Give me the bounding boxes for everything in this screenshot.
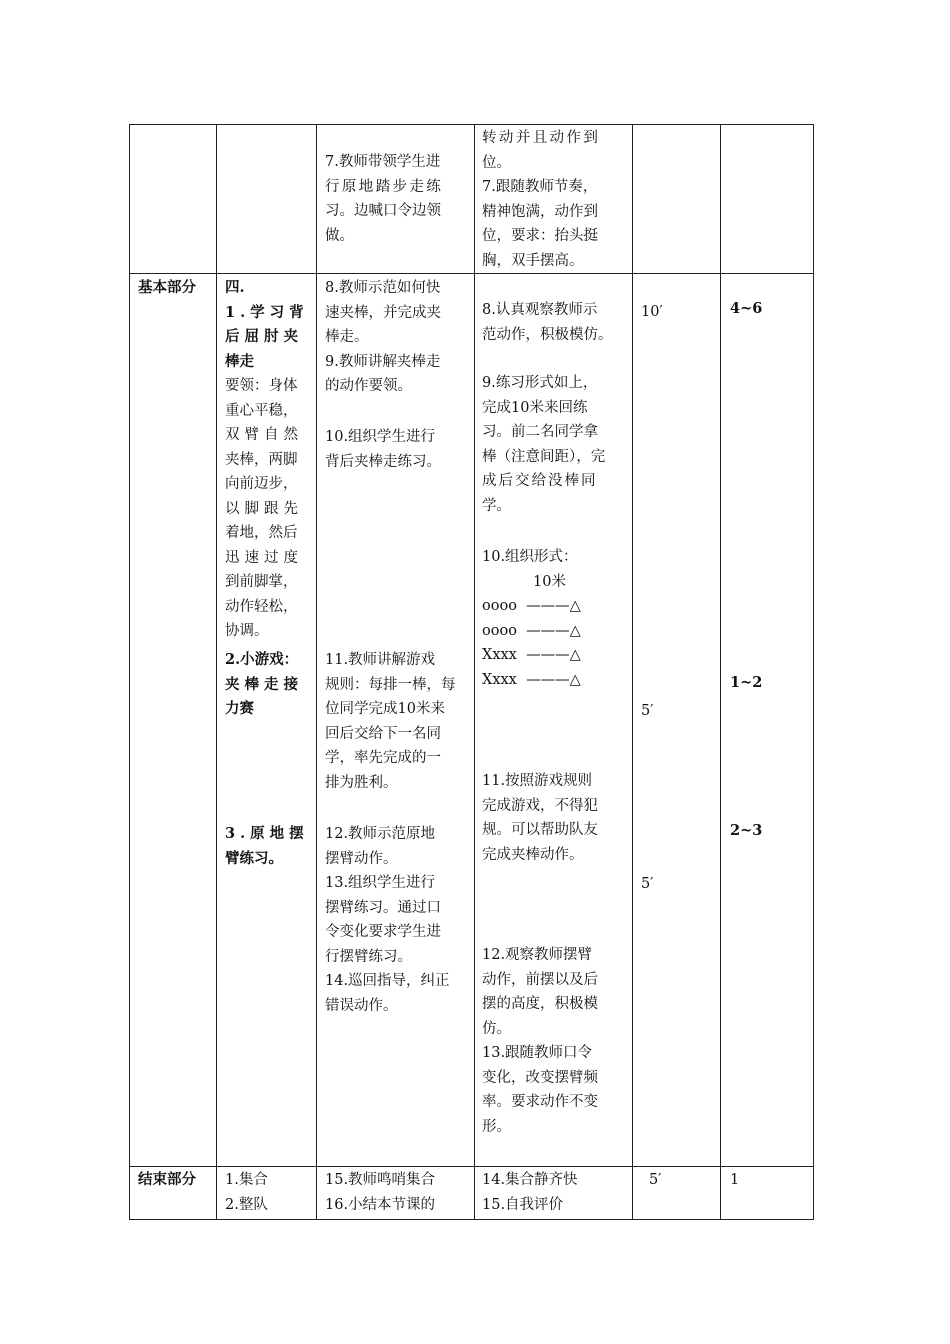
student-text-line: 形。 bbox=[482, 1118, 511, 1135]
end-time-value: 5′ bbox=[649, 1172, 662, 1188]
item1-title-line: 后屈肘夹 bbox=[225, 328, 303, 345]
student-text-line: 变化，改变摆臂频 bbox=[482, 1069, 598, 1086]
student-text-line: 完成10米来回练 bbox=[482, 399, 588, 416]
teacher-text-line: 规则：每排一棒，每 bbox=[325, 676, 456, 693]
time-value: 5′ bbox=[641, 703, 654, 719]
table-top-border bbox=[129, 124, 814, 125]
teacher-text-line: 行摆臂练习。 bbox=[325, 948, 412, 965]
student-text-line: 摆的高度，积极模 bbox=[482, 996, 598, 1012]
end-student-line: 15.自我评价 bbox=[482, 1196, 564, 1213]
formation-row: oooo ———△ bbox=[482, 598, 581, 614]
teacher-text-line: 令变化要求学生进 bbox=[325, 924, 441, 940]
item1-body-line: 要领：身体 bbox=[225, 378, 298, 394]
count-value: 2~3 bbox=[730, 822, 763, 839]
teacher-text-line: 摆臂练习。通过口 bbox=[325, 899, 441, 916]
student-text-line: 规。可以帮助队友 bbox=[482, 822, 598, 838]
student-text-line: 范动作，积极模仿。 bbox=[482, 326, 613, 343]
time-value: 10′ bbox=[641, 304, 663, 320]
student-text-line: 12.观察教师摆臂 bbox=[482, 947, 593, 963]
time-value: 5′ bbox=[641, 876, 654, 892]
top-student-line: 转动并且动作到 bbox=[482, 130, 601, 146]
teacher-text-line: 速夹棒，并完成夹 bbox=[325, 304, 441, 321]
teacher-text-line: 11.教师讲解游戏 bbox=[325, 652, 436, 668]
teacher-text-line: 9.教师讲解夹棒走 bbox=[325, 353, 441, 370]
top-teacher-line: 行原地踏步走练 bbox=[325, 178, 444, 195]
table-left-border bbox=[129, 124, 130, 1220]
content-heading: 四. bbox=[225, 279, 245, 296]
teacher-text-line: 10.组织学生进行 bbox=[325, 429, 436, 445]
item1-body-line: 协调。 bbox=[225, 623, 269, 639]
formation-title: 10.组织形式： bbox=[482, 549, 578, 565]
row-divider-end bbox=[129, 1166, 814, 1167]
end-content-line: 1.集合 bbox=[225, 1172, 268, 1188]
column-divider-4 bbox=[632, 124, 633, 1220]
student-text-line: 13.跟随教师口令 bbox=[482, 1045, 593, 1061]
teacher-text-line: 13.组织学生进行 bbox=[325, 875, 436, 891]
student-text-line: 9.练习形式如上， bbox=[482, 375, 598, 391]
item1-body-line: 动作轻松， bbox=[225, 598, 298, 615]
top-student-line: 位。 bbox=[482, 154, 511, 171]
teacher-text-line: 14.巡回指导，纠正 bbox=[325, 973, 450, 989]
teacher-text-line: 错误动作。 bbox=[325, 997, 398, 1014]
row-divider-basic bbox=[129, 273, 814, 274]
formation-row: Xxxx ———△ bbox=[482, 671, 581, 688]
student-text-line: 完成游戏，不得犯 bbox=[482, 797, 598, 814]
formation-distance: 10米 bbox=[533, 573, 566, 590]
student-text-line: 仿。 bbox=[482, 1020, 511, 1037]
teacher-text-line: 回后交给下一名同 bbox=[325, 725, 441, 742]
item2-title-line: 力赛 bbox=[225, 700, 254, 717]
top-student-line: 胸，双手摆高。 bbox=[482, 252, 584, 269]
column-divider-1 bbox=[216, 124, 217, 1220]
teacher-text-line: 位同学完成10米来 bbox=[325, 701, 445, 717]
student-text-line: 8.认真观察教师示 bbox=[482, 302, 598, 318]
column-divider-5 bbox=[720, 124, 721, 1220]
item1-title-line: 1.学习背 bbox=[225, 303, 309, 321]
end-content-line: 2.整队 bbox=[225, 1196, 268, 1213]
teacher-text-line: 的动作要领。 bbox=[325, 378, 412, 394]
student-text-line: 学。 bbox=[482, 497, 511, 514]
item1-body-line: 以脚跟先 bbox=[225, 500, 303, 517]
section-label-basic: 基本部分 bbox=[138, 279, 196, 296]
student-text-line: 成后交给没棒同 bbox=[482, 473, 598, 489]
teacher-text-line: 摆臂动作。 bbox=[325, 850, 398, 867]
item1-body-line: 着地，然后 bbox=[225, 525, 298, 541]
item1-body-line: 双臂自然 bbox=[225, 427, 303, 443]
item1-body-line: 重心平稳， bbox=[225, 402, 298, 419]
teacher-text-line: 8.教师示范如何快 bbox=[325, 280, 441, 296]
student-text-line: 率。要求动作不变 bbox=[482, 1094, 598, 1110]
teacher-text-line: 排为胜利。 bbox=[325, 774, 398, 791]
column-divider-2 bbox=[316, 124, 317, 1220]
count-value: 1~2 bbox=[730, 674, 763, 691]
student-text-line: 棒（注意间距），完 bbox=[482, 448, 606, 465]
item1-body-line: 到前脚掌， bbox=[225, 574, 298, 590]
teacher-text-line: 学，率先完成的一 bbox=[325, 750, 441, 766]
item1-body-line: 迅速过度 bbox=[225, 549, 303, 566]
item2-title-line: 2.小游戏： bbox=[225, 651, 299, 668]
item3-title-line: 3.原地摆 bbox=[225, 825, 309, 842]
item1-body-line: 夹棒，两脚 bbox=[225, 451, 298, 468]
top-student-line: 7.跟随教师节奏， bbox=[482, 179, 598, 195]
teacher-text-line: 背后夹棒走练习。 bbox=[325, 453, 441, 470]
item3-title-line: 臂练习。 bbox=[225, 849, 283, 867]
formation-row: oooo ———△ bbox=[482, 622, 581, 639]
top-teacher-line: 习。边喊口令边领 bbox=[325, 203, 441, 219]
student-text-line: 11.按照游戏规则 bbox=[482, 773, 593, 789]
end-teacher-line: 15.教师鸣哨集合 bbox=[325, 1172, 436, 1188]
column-divider-3 bbox=[474, 124, 475, 1220]
item2-title-line: 夹棒走接 bbox=[225, 675, 303, 693]
section-label-end: 结束部分 bbox=[138, 1171, 196, 1188]
item1-title-line: 棒走 bbox=[225, 352, 254, 370]
student-text-line: 动作，前摆以及后 bbox=[482, 971, 598, 988]
table-right-border bbox=[813, 124, 814, 1220]
teacher-text-line: 棒走。 bbox=[325, 329, 369, 345]
table-bottom-border bbox=[129, 1219, 814, 1220]
top-student-line: 精神饱满，动作到 bbox=[482, 203, 598, 220]
formation-row: Xxxx ———△ bbox=[482, 647, 581, 663]
end-teacher-line: 16.小结本节课的 bbox=[325, 1196, 436, 1213]
student-text-line: 完成夹棒动作。 bbox=[482, 846, 584, 863]
top-teacher-line: 7.教师带领学生进 bbox=[325, 154, 441, 170]
top-student-line: 位，要求：抬头挺 bbox=[482, 228, 598, 244]
end-student-line: 14.集合静齐快 bbox=[482, 1172, 578, 1188]
top-teacher-line: 做。 bbox=[325, 227, 354, 244]
end-count-value: 1 bbox=[730, 1172, 740, 1188]
teacher-text-line: 12.教师示范原地 bbox=[325, 826, 436, 842]
item1-body-line: 向前迈步， bbox=[225, 476, 298, 492]
count-value: 4~6 bbox=[730, 300, 763, 317]
student-text-line: 习。前二名同学拿 bbox=[482, 424, 598, 440]
